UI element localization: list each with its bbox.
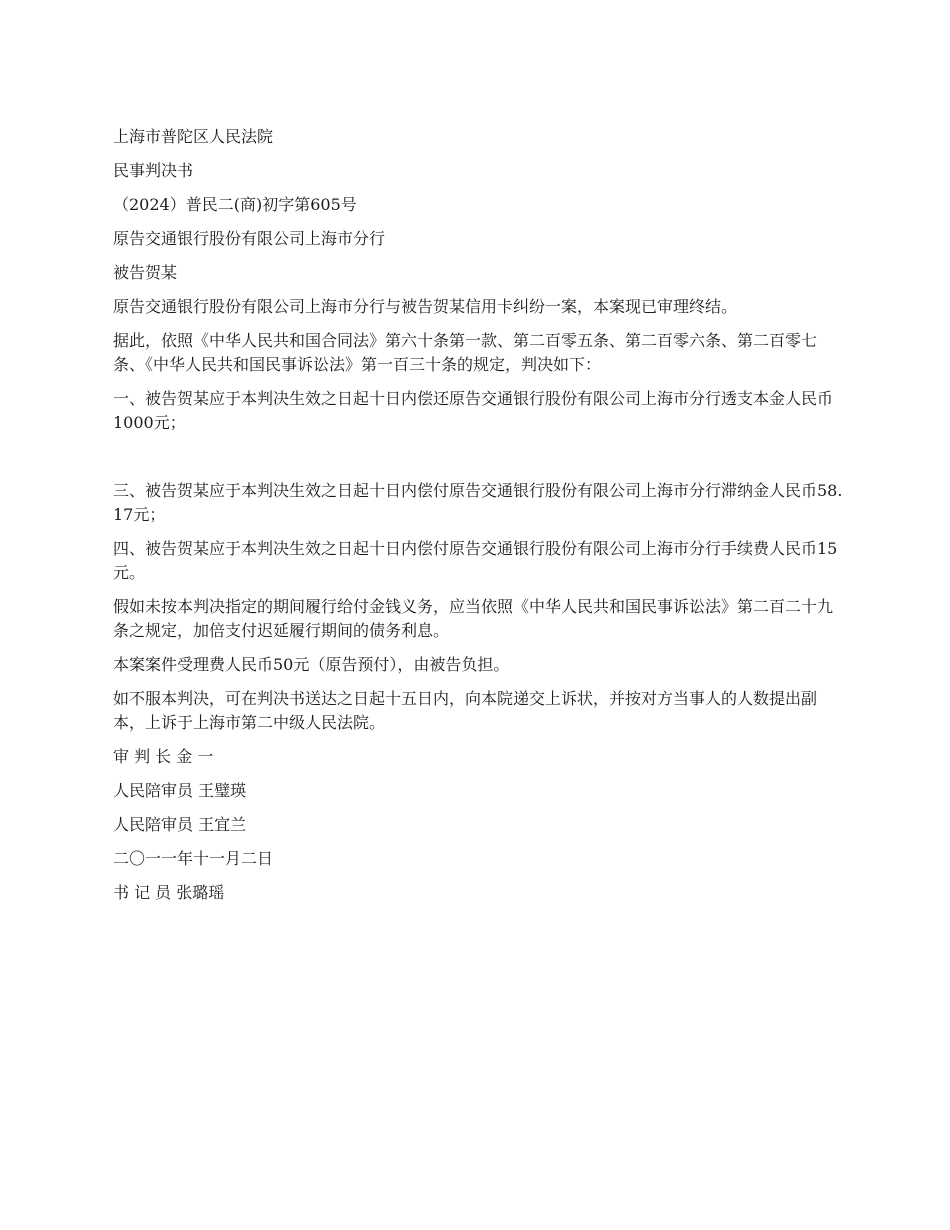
document-type: 民事判决书: [113, 161, 194, 180]
ruling-item-1: 一、被告贺某应于本判决生效之日起十日内偿还原告交通银行股份有限公司上海市分行透支本金人民币1000元；: [113, 389, 834, 432]
court-clerk: 书 记 员 张璐瑶: [113, 883, 225, 902]
delay-notice: 假如未按本判决指定的期间履行给付金钱义务，应当依照《中华人民共和国民事诉讼法》第二百二十九条之规定，加倍支付迟延履行期间的债务利息。: [113, 597, 834, 640]
plaintiff-line: 原告交通银行股份有限公司上海市分行: [113, 229, 386, 248]
ruling-item-3: 三、被告贺某应于本判决生效之日起十日内偿付原告交通银行股份有限公司上海市分行滞纳金人民币58.17元；: [113, 481, 843, 524]
blank-gap: [113, 445, 843, 479]
juror-1: 人民陪审员 王璧瑛: [113, 781, 247, 800]
legal-basis: 据此，依照《中华人民共和国合同法》第六十条第一款、第二百零五条、第二百零六条、第二百零七条、《中华人民共和国民事诉讼法》第一百三十条的规定，判决如下：: [113, 331, 818, 374]
defendant-line: 被告贺某: [113, 263, 178, 282]
appeal-notice: 如不服本判决，可在判决书送达之日起十五日内，向本院递交上诉状，并按对方当事人的人数提出副本，上诉于上海市第二中级人民法院。: [113, 689, 818, 732]
juror-2: 人民陪审员 王宜兰: [113, 815, 247, 834]
presiding-judge: 审 判 长 金 一: [113, 747, 214, 766]
case-fee: 本案案件受理费人民币50元（原告预付），由被告负担。: [113, 655, 510, 674]
case-intro: 原告交通银行股份有限公司上海市分行与被告贺某信用卡纠纷一案，本案现已审理终结。: [113, 297, 738, 316]
ruling-item-4: 四、被告贺某应于本判决生效之日起十日内偿付原告交通银行股份有限公司上海市分行手续费人民币15元。: [113, 539, 838, 582]
judgment-date: 二〇一一年十一月二日: [113, 849, 274, 868]
case-number: （2024）普民二(商)初字第605号: [113, 195, 357, 214]
document-body: [113, 125, 843, 915]
court-name: 上海市普陀区人民法院: [113, 127, 274, 146]
